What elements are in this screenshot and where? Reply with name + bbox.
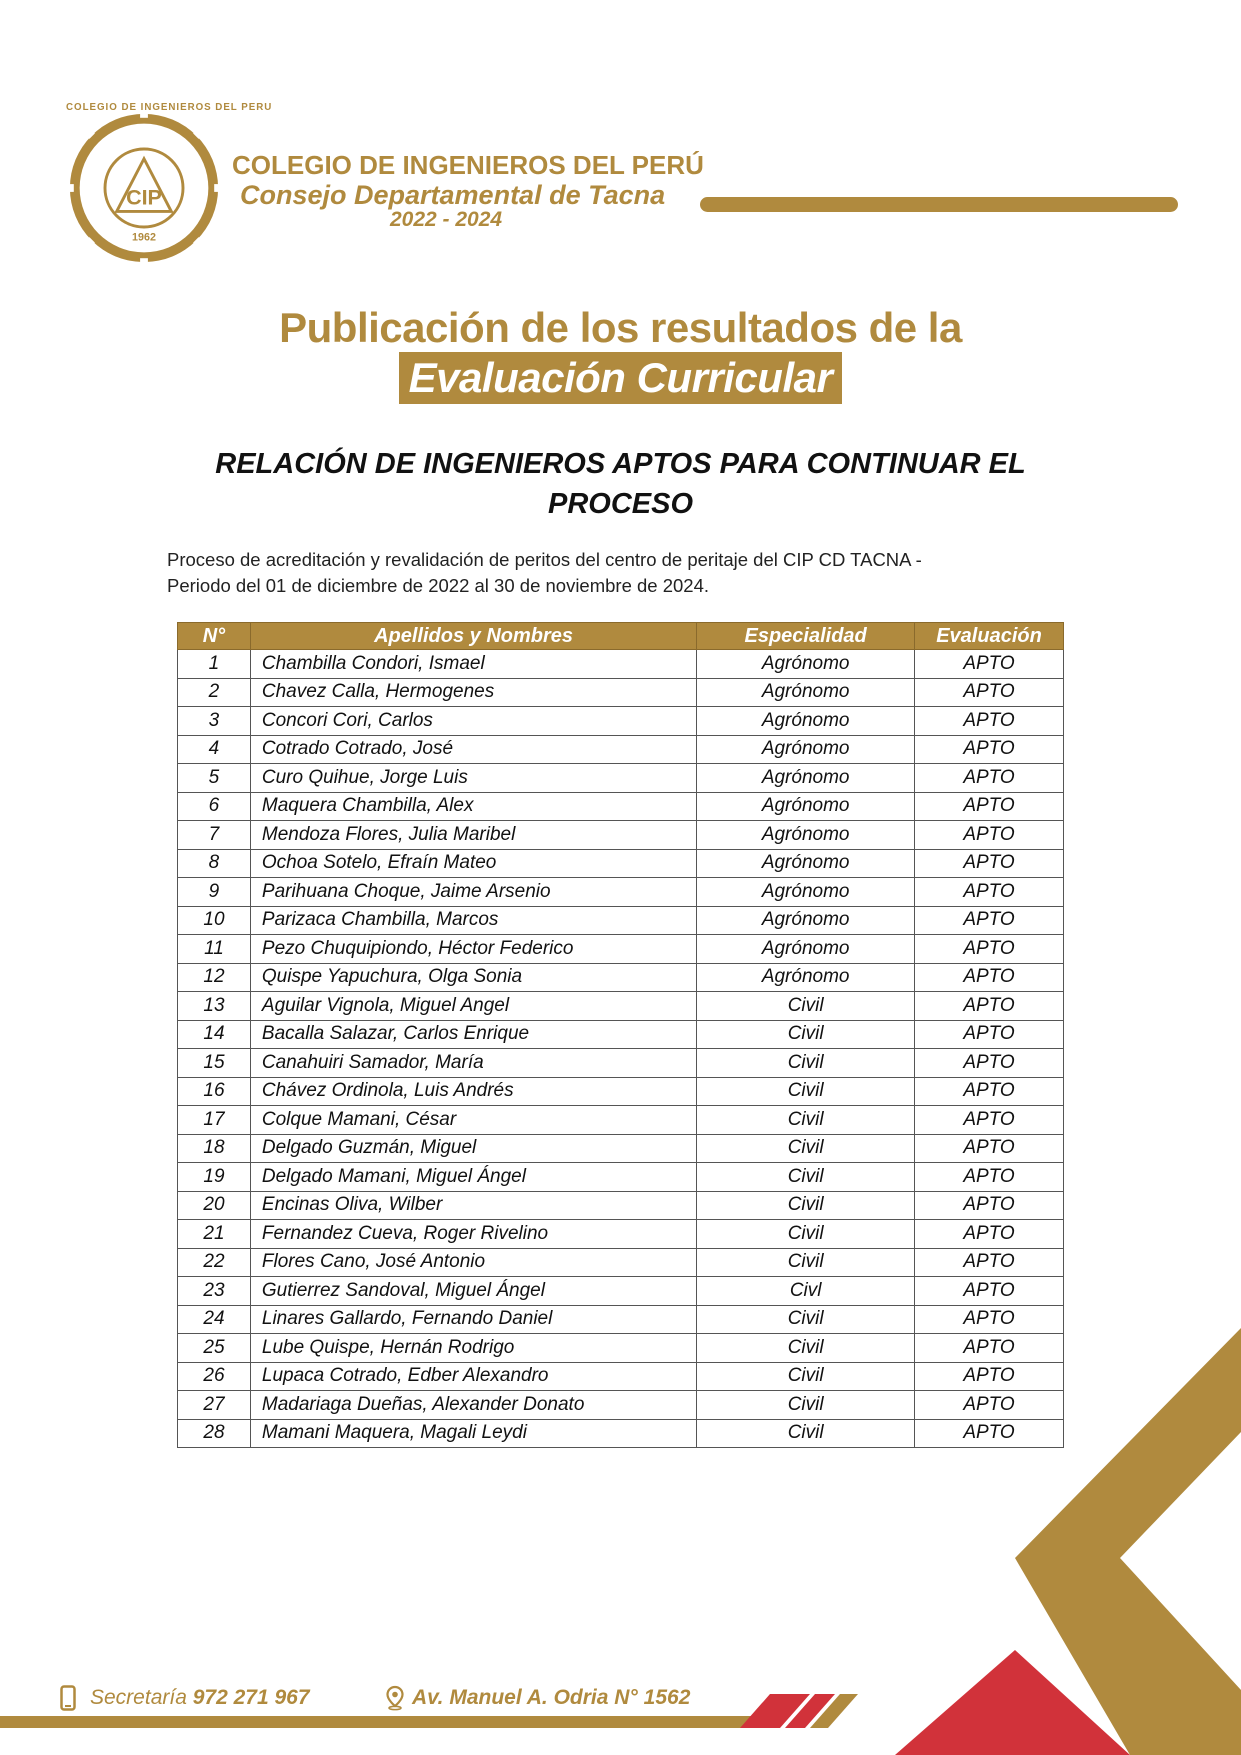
cell-evaluation: APTO: [915, 1362, 1064, 1391]
cell-name: Lube Quispe, Hernán Rodrigo: [250, 1334, 696, 1363]
table-row: [178, 1106, 1064, 1135]
cell-number: 12: [178, 963, 251, 992]
cell-name: Curo Quihue, Jorge Luis: [250, 764, 696, 793]
logo-monogram: CIP: [126, 185, 162, 210]
results-table: [177, 622, 1064, 1448]
table-row: [178, 650, 1064, 679]
table-row: [178, 992, 1064, 1021]
cell-name: Bacalla Salazar, Carlos Enrique: [250, 1020, 696, 1049]
intro-line1: Proceso de acreditación y revalidación de peritos del centro de peritaje del CIP CD TACNA -: [167, 549, 922, 570]
cell-number: 8: [178, 849, 251, 878]
cell-name: Cotrado Cotrado, José: [250, 735, 696, 764]
cell-evaluation: APTO: [915, 1334, 1064, 1363]
cell-number: 22: [178, 1248, 251, 1277]
council-name: Consejo Departamental de Tacna: [240, 180, 666, 210]
section-heading: [180, 444, 1061, 524]
cell-name: Canahuiri Samador, María: [250, 1049, 696, 1078]
logo-year: 1962: [132, 231, 156, 244]
cell-number: 19: [178, 1163, 251, 1192]
table-row: [178, 1334, 1064, 1363]
cell-name: Quispe Yapuchura, Olga Sonia: [250, 963, 696, 992]
cell-evaluation: APTO: [915, 650, 1064, 679]
cell-name: Parizaca Chambilla, Marcos: [250, 906, 696, 935]
cell-specialty: Agrónomo: [697, 792, 915, 821]
page-title: Publicación de los resultados de la: [279, 304, 962, 351]
cell-specialty: Civil: [697, 1106, 915, 1135]
section-heading-line1: RELACIÓN DE INGENIEROS APTOS PARA CONTINUAR EL: [215, 448, 1026, 480]
cell-number: 1: [178, 650, 251, 679]
cell-specialty: Agrónomo: [697, 678, 915, 707]
cell-evaluation: APTO: [915, 1077, 1064, 1106]
table-row: [178, 1362, 1064, 1391]
cell-name: Lupaca Cotrado, Edber Alexandro: [250, 1362, 696, 1391]
cell-evaluation: APTO: [915, 992, 1064, 1021]
section-heading-line2: PROCESO: [547, 488, 694, 520]
cell-evaluation: APTO: [915, 735, 1064, 764]
cell-number: 15: [178, 1049, 251, 1078]
cell-specialty: Civil: [697, 1362, 915, 1391]
cell-name: Delgado Mamani, Miguel Ángel: [250, 1163, 696, 1192]
cell-specialty: Civil: [697, 1419, 915, 1448]
cell-evaluation: APTO: [915, 764, 1064, 793]
cell-name: Maquera Chambilla, Alex: [250, 792, 696, 821]
cell-evaluation: APTO: [915, 849, 1064, 878]
cell-number: 21: [178, 1220, 251, 1249]
cell-specialty: Agrónomo: [697, 821, 915, 850]
cell-specialty: Civil: [697, 1391, 915, 1420]
cell-number: 13: [178, 992, 251, 1021]
cell-specialty: Civil: [697, 1305, 915, 1334]
col-header-evaluation: Evaluación: [915, 623, 1064, 650]
cell-specialty: Agrónomo: [697, 735, 915, 764]
footer-phone-number: 972 271 967: [192, 1686, 310, 1709]
phone-icon: [60, 1685, 76, 1711]
cell-evaluation: APTO: [915, 1163, 1064, 1192]
footer-stripe: [785, 1694, 835, 1728]
cell-evaluation: APTO: [915, 1049, 1064, 1078]
footer-phone: [90, 1686, 310, 1710]
cell-name: Mendoza Flores, Julia Maribel: [250, 821, 696, 850]
cell-name: Linares Gallardo, Fernando Daniel: [250, 1305, 696, 1334]
cell-evaluation: APTO: [915, 1106, 1064, 1135]
cell-number: 23: [178, 1277, 251, 1306]
cell-number: 7: [178, 821, 251, 850]
cell-number: 26: [178, 1362, 251, 1391]
table-row: [178, 1305, 1064, 1334]
cell-evaluation: APTO: [915, 1220, 1064, 1249]
cell-number: 9: [178, 878, 251, 907]
cell-number: 5: [178, 764, 251, 793]
cell-specialty: Agrónomo: [697, 878, 915, 907]
table-row: [178, 1277, 1064, 1306]
cell-name: Mamani Maquera, Magali Leydi: [250, 1419, 696, 1448]
footer-stripe: [810, 1694, 858, 1728]
cell-number: 28: [178, 1419, 251, 1448]
cell-name: Pezo Chuquipiondo, Héctor Federico: [250, 935, 696, 964]
table-row: [178, 849, 1064, 878]
logo-ring-text: COLEGIO DE INGENIEROS DEL PERU: [66, 102, 273, 113]
cell-number: 16: [178, 1077, 251, 1106]
col-header-specialty: Especialidad: [697, 623, 915, 650]
table-row: [178, 1419, 1064, 1448]
cell-name: Gutierrez Sandoval, Miguel Ángel: [250, 1277, 696, 1306]
cell-specialty: Agrónomo: [697, 935, 915, 964]
cell-number: 2: [178, 678, 251, 707]
cell-specialty: Agrónomo: [697, 849, 915, 878]
cell-name: Chavez Calla, Hermogenes: [250, 678, 696, 707]
page-title-line2: Evaluación Curricular: [399, 352, 843, 404]
cell-specialty: Civil: [697, 1191, 915, 1220]
header-gold-bar: [700, 197, 1178, 212]
col-header-name: Apellidos y Nombres: [250, 623, 696, 650]
cell-evaluation: APTO: [915, 1134, 1064, 1163]
table-row: [178, 963, 1064, 992]
cell-name: Encinas Oliva, Wilber: [250, 1191, 696, 1220]
cell-specialty: Agrónomo: [697, 764, 915, 793]
table-row: [178, 1020, 1064, 1049]
cell-name: Fernandez Cueva, Roger Rivelino: [250, 1220, 696, 1249]
col-header-number: N°: [178, 623, 251, 650]
footer-gold-line: [0, 1716, 760, 1728]
cell-name: Flores Cano, José Antonio: [250, 1248, 696, 1277]
cell-evaluation: APTO: [915, 878, 1064, 907]
cell-number: 3: [178, 707, 251, 736]
red-triangle-shape: [895, 1650, 1130, 1755]
cell-evaluation: APTO: [915, 1248, 1064, 1277]
cell-specialty: Agrónomo: [697, 963, 915, 992]
cell-name: Madariaga Dueñas, Alexander Donato: [250, 1391, 696, 1420]
table-row: [178, 821, 1064, 850]
cell-specialty: Civil: [697, 1163, 915, 1192]
table-row: [178, 735, 1064, 764]
council-period: 2022 - 2024: [390, 208, 503, 231]
cell-name: Chambilla Condori, Ismael: [250, 650, 696, 679]
cell-number: 18: [178, 1134, 251, 1163]
cell-evaluation: APTO: [915, 935, 1064, 964]
intro-paragraph: [167, 547, 1047, 599]
table-row: [178, 878, 1064, 907]
cell-evaluation: APTO: [915, 1020, 1064, 1049]
cell-number: 14: [178, 1020, 251, 1049]
footer-address: [412, 1686, 690, 1710]
cell-name: Colque Mamani, César: [250, 1106, 696, 1135]
table-row: [178, 792, 1064, 821]
cell-evaluation: APTO: [915, 821, 1064, 850]
table-row: [178, 906, 1064, 935]
table-row: [178, 1049, 1064, 1078]
cell-specialty: Civil: [697, 1049, 915, 1078]
cell-name: Aguilar Vignola, Miguel Angel: [250, 992, 696, 1021]
footer-stripe: [740, 1694, 810, 1728]
cell-number: 4: [178, 735, 251, 764]
cell-evaluation: APTO: [915, 678, 1064, 707]
table-row: [178, 1163, 1064, 1192]
cell-specialty: Civil: [697, 1077, 915, 1106]
table-row: [178, 1220, 1064, 1249]
cell-name: Chávez Ordinola, Luis Andrés: [250, 1077, 696, 1106]
table-row: [178, 1191, 1064, 1220]
cell-evaluation: APTO: [915, 963, 1064, 992]
cell-evaluation: APTO: [915, 1191, 1064, 1220]
table-row: [178, 1134, 1064, 1163]
cell-specialty: Agrónomo: [697, 906, 915, 935]
footer-address-text: Av. Manuel A. Odria N° 1562: [412, 1686, 691, 1709]
cell-specialty: Agrónomo: [697, 650, 915, 679]
table-row: [178, 764, 1064, 793]
cell-specialty: Civil: [697, 1134, 915, 1163]
cell-name: Delgado Guzmán, Miguel: [250, 1134, 696, 1163]
cell-number: 17: [178, 1106, 251, 1135]
cell-number: 10: [178, 906, 251, 935]
table-row: [178, 935, 1064, 964]
cell-evaluation: APTO: [915, 1419, 1064, 1448]
cell-evaluation: APTO: [915, 1305, 1064, 1334]
cell-specialty: Civil: [697, 1020, 915, 1049]
location-pin-icon: [386, 1686, 404, 1710]
cell-number: 11: [178, 935, 251, 964]
cell-number: 27: [178, 1391, 251, 1420]
cell-specialty: Civl: [697, 1277, 915, 1306]
org-name: COLEGIO DE INGENIEROS DEL PERÚ: [232, 150, 704, 180]
table-row: [178, 707, 1064, 736]
cell-specialty: Civil: [697, 1248, 915, 1277]
page-title-highlight: [0, 352, 1241, 404]
intro-line2: Periodo del 01 de diciembre de 2022 al 30 de noviembre de 2024.: [167, 575, 710, 596]
cell-evaluation: APTO: [915, 906, 1064, 935]
cell-evaluation: APTO: [915, 707, 1064, 736]
table-body: [178, 650, 1064, 1448]
cell-specialty: Civil: [697, 1334, 915, 1363]
table-row: [178, 1077, 1064, 1106]
table-row: [178, 1248, 1064, 1277]
footer-phone-label: Secretaría: [90, 1686, 187, 1709]
table-header-row: [178, 623, 1064, 650]
cell-number: 24: [178, 1305, 251, 1334]
cell-name: Ochoa Sotelo, Efraín Mateo: [250, 849, 696, 878]
table-row: [178, 678, 1064, 707]
cell-evaluation: APTO: [915, 792, 1064, 821]
cell-name: Concori Cori, Carlos: [250, 707, 696, 736]
cell-evaluation: APTO: [915, 1391, 1064, 1420]
cell-number: 20: [178, 1191, 251, 1220]
cell-specialty: Civil: [697, 992, 915, 1021]
cell-number: 6: [178, 792, 251, 821]
cell-name: Parihuana Choque, Jaime Arsenio: [250, 878, 696, 907]
cell-specialty: Civil: [697, 1220, 915, 1249]
cip-logo-seal: [66, 102, 273, 266]
cell-number: 25: [178, 1334, 251, 1363]
cell-evaluation: APTO: [915, 1277, 1064, 1306]
cell-specialty: Agrónomo: [697, 707, 915, 736]
table-row: [178, 1391, 1064, 1420]
